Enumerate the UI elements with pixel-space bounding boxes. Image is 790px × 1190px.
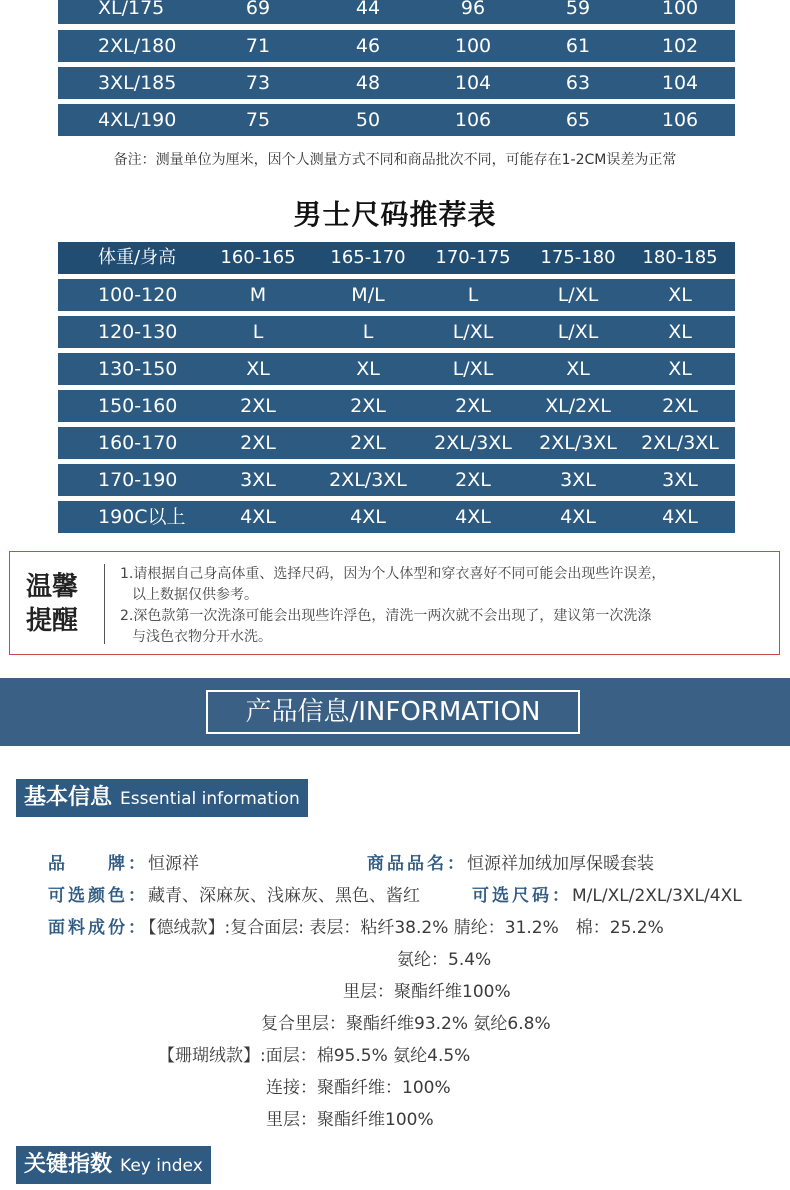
table-cell: 4XL: [240, 506, 276, 528]
brand-label: 品 牌：: [48, 854, 148, 874]
colors-label: 可选颜色：: [48, 886, 148, 906]
table-cell: 106: [454, 109, 492, 131]
table-row: [58, 427, 735, 459]
product-name-label: 商品品名：: [367, 854, 467, 874]
table-cell: 2XL: [350, 432, 386, 454]
sizes-row: [472, 881, 742, 906]
table-cell: 2XL/3XL: [329, 469, 407, 491]
table-cell: 2XL: [455, 469, 491, 491]
table-cell: 100: [661, 0, 699, 19]
table-cell: L/XL: [557, 284, 599, 306]
table-cell: 4XL/190: [98, 109, 177, 131]
table-cell: 2XL: [455, 395, 491, 417]
table-cell: 3XL: [560, 469, 596, 491]
table-cell: L: [467, 284, 479, 306]
table-cell: 59: [565, 0, 591, 19]
table-cell: 2XL/180: [98, 35, 177, 57]
table-cell: 4XL: [350, 506, 386, 528]
table-cell: 48: [355, 72, 381, 94]
brand-value: 恒源祥: [148, 854, 199, 874]
reminder-divider: [104, 564, 105, 644]
basic-info-subtitle: Essential information: [120, 789, 300, 809]
fabric-line: 里层：聚酯纤维100%: [343, 982, 511, 1002]
table-cell: 63: [565, 72, 591, 94]
sizes-value: M/L/XL/2XL/3XL/4XL: [572, 886, 742, 906]
table-row: [58, 501, 735, 533]
table-cell: 170-190: [98, 469, 178, 491]
table-header-cell: 165-170: [330, 247, 406, 268]
table-cell: M/L: [351, 284, 385, 306]
key-index-tag: [16, 1146, 211, 1184]
table-cell: 2XL: [240, 432, 276, 454]
table-cell: XL: [668, 358, 692, 380]
table-row: [58, 30, 735, 62]
table-cell: XL: [356, 358, 380, 380]
product-name-value: 恒源祥加绒加厚保暖套装: [467, 854, 654, 874]
table-cell: L/XL: [452, 321, 494, 343]
table-cell: 106: [661, 109, 699, 131]
table-row: [58, 279, 735, 311]
table-row: [58, 316, 735, 348]
fabric-line: 【珊瑚绒款】:面层：棉95.5% 氨纶4.5%: [158, 1046, 471, 1066]
table-header-cell: 160-165: [220, 247, 296, 268]
reminder-text: [120, 564, 770, 648]
fabric-line: 连接：聚酯纤维：100%: [266, 1078, 451, 1098]
table-cell: 3XL: [240, 469, 276, 491]
basic-info-tag: [16, 779, 308, 817]
table-cell: XL: [566, 358, 590, 380]
table-cell: 104: [454, 72, 492, 94]
table-cell: 65: [565, 109, 591, 131]
table-cell: 44: [355, 0, 381, 19]
reminder-title-line: 温馨: [26, 572, 79, 602]
reminder-box: [9, 551, 780, 655]
table-cell: 61: [565, 35, 591, 57]
table-cell: 150-160: [98, 395, 178, 417]
key-index-title: 关键指数: [24, 1152, 113, 1177]
table-cell: 2XL: [350, 395, 386, 417]
info-banner: [0, 678, 790, 746]
table-cell: 4XL: [455, 506, 491, 528]
table-cell: XL/2XL: [545, 395, 611, 417]
table-cell: XL: [668, 321, 692, 343]
table-cell: 104: [661, 72, 699, 94]
table-header-cell: 体重/身高: [98, 247, 177, 268]
table-cell: 73: [245, 72, 271, 94]
reminder-line: 以上数据仅供参考。: [132, 587, 258, 603]
table-row: [58, 390, 735, 422]
table-cell: 46: [355, 35, 381, 57]
measurement-note: 备注：测量单位为厘米，因个人测量方式不同和商品批次不同，可能存在1-2CM误差为正常: [113, 152, 677, 168]
table-cell: L/XL: [557, 321, 599, 343]
table-header-cell: 170-175: [435, 247, 511, 268]
table-cell: L/XL: [452, 358, 494, 380]
colors-value: 藏青、深麻灰、浅麻灰、黑色、酱红: [148, 886, 420, 906]
fabric-line: 氨纶：5.4%: [397, 950, 492, 970]
table-cell: 2XL: [240, 395, 276, 417]
reminder-title-line: 提醒: [26, 606, 79, 636]
table-cell: 2XL: [662, 395, 698, 417]
table-row: [58, 464, 735, 496]
table-cell: 100-120: [98, 284, 178, 306]
table-cell: 69: [245, 0, 271, 19]
table-row: [58, 67, 735, 99]
table-cell: 96: [460, 0, 486, 19]
fabric-line: 里层：聚酯纤维100%: [266, 1110, 434, 1130]
table-cell: 160-170: [98, 432, 178, 454]
reminder-line: 1.请根据自己身高体重、选择尺码，因为个人体型和穿衣喜好不同可能会出现些许误差，: [120, 566, 666, 582]
table-cell: 130-150: [98, 358, 178, 380]
table-cell: L: [252, 321, 264, 343]
table-cell: 75: [245, 109, 271, 131]
fabric-label: 面料成份：: [48, 918, 148, 938]
table-header-cell: 180-185: [642, 247, 718, 268]
table-row: [58, 104, 735, 136]
table-cell: 2XL/3XL: [641, 432, 719, 454]
table-header-cell: 175-180: [540, 247, 616, 268]
brand-row: [48, 849, 199, 874]
colors-row: [48, 881, 420, 906]
basic-info-title: 基本信息: [24, 785, 113, 810]
table-cell: 3XL/185: [98, 72, 177, 94]
sizes-label: 可选尺码：: [472, 886, 572, 906]
table-cell: 4XL: [560, 506, 596, 528]
table-row: [58, 353, 735, 385]
reminder-title: [26, 570, 94, 638]
table-cell: 120-130: [98, 321, 178, 343]
fabric-line: 复合里层：聚酯纤维93.2% 氨纶6.8%: [261, 1014, 551, 1034]
table-cell: 102: [661, 35, 699, 57]
key-index-subtitle: Key index: [120, 1156, 203, 1176]
reminder-line: 2.深色款第一次洗涤可能会出现些许浮色，清洗一两次就不会出现了，建议第一次洗涤: [120, 608, 652, 624]
fabric-line: 【德绒款】:复合面层: 表层：粘纤38.2% 腈纶：31.2% 棉：25.2%: [148, 918, 664, 938]
product-name-row: [367, 849, 654, 874]
table-cell: M: [249, 284, 267, 306]
table-cell: 4XL: [662, 506, 698, 528]
table-header-row: [58, 242, 735, 274]
table-cell: 50: [355, 109, 381, 131]
banner-title: 产品信息/INFORMATION: [206, 690, 580, 734]
table-cell: 190C以上: [98, 506, 186, 528]
table-cell: 3XL: [662, 469, 698, 491]
table-row: [58, 0, 735, 24]
recommend-table-title: 男士尺码推荐表: [293, 198, 497, 231]
table-cell: XL: [668, 284, 692, 306]
table-cell: 100: [454, 35, 492, 57]
table-cell: 2XL/3XL: [539, 432, 617, 454]
table-cell: L: [362, 321, 374, 343]
fabric-row: [48, 913, 664, 938]
table-cell: XL: [246, 358, 270, 380]
table-cell: 71: [245, 35, 271, 57]
table-cell: XL/175: [98, 0, 165, 19]
reminder-line: 与浅色衣物分开水洗。: [132, 629, 272, 645]
table-cell: 2XL/3XL: [434, 432, 512, 454]
